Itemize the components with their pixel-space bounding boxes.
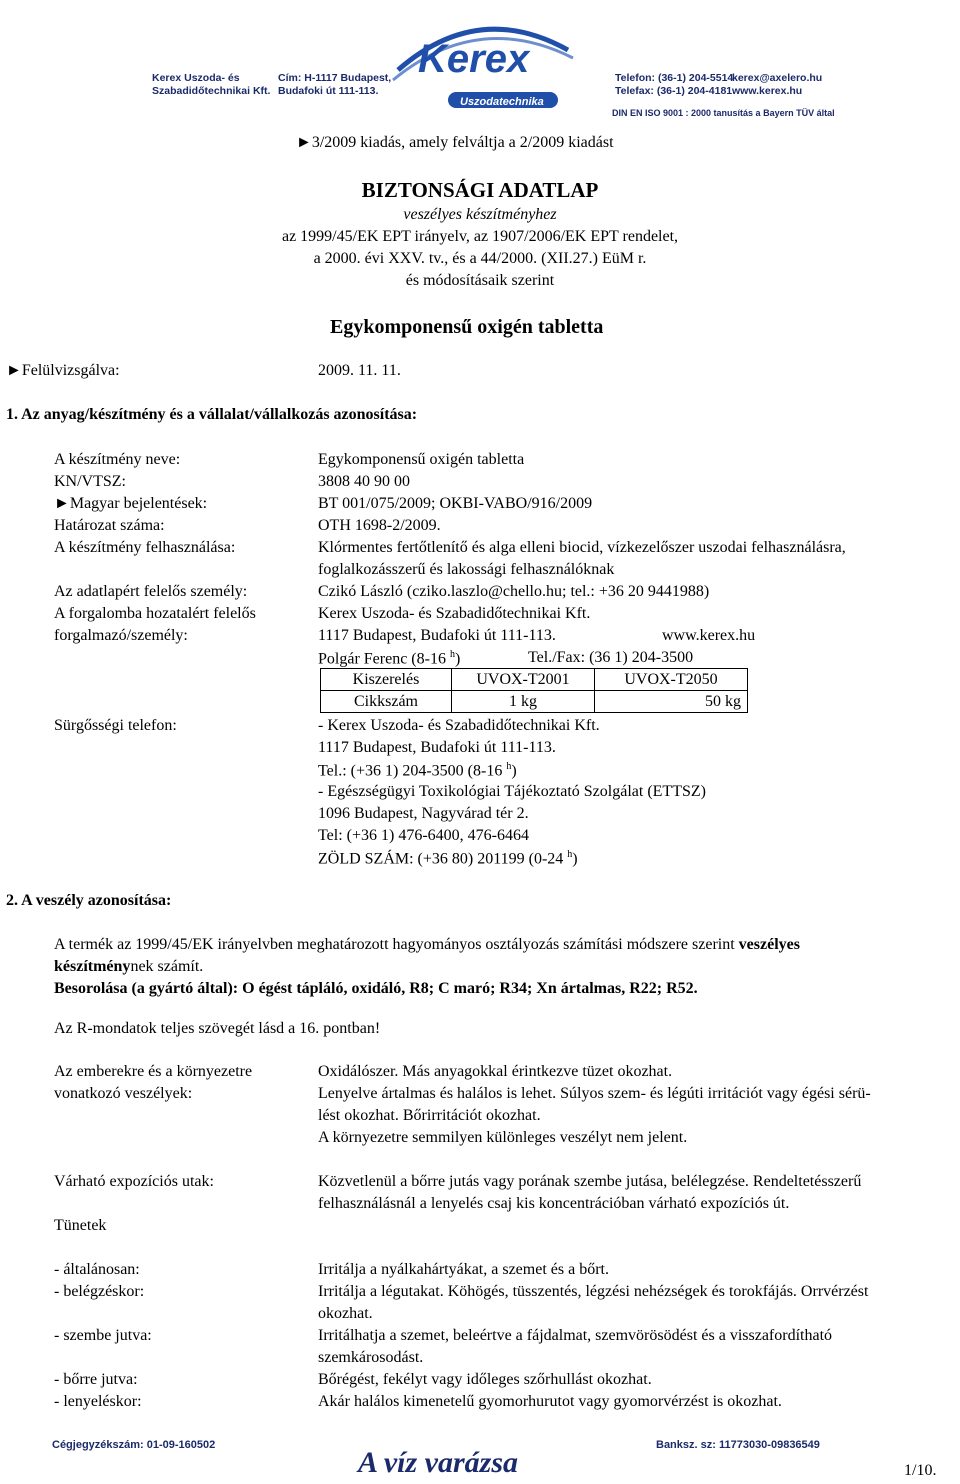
exposure-label: Várható expozíciós utak: — [54, 1173, 214, 1190]
distributor-label-1: A forgalomba hozatalért felelős — [54, 605, 256, 622]
inhalation-value-2: okozhat. — [318, 1305, 373, 1322]
emergency-line: - Egészségügyi Toxikológiai Tájékoztató Szolgálat (ETTSZ) — [318, 783, 706, 800]
company-contact: kerex@axelero.hu www.kerex.hu — [732, 72, 823, 97]
legal-basis-2: a 2000. évi XXV. tv., és a 44/2000. (XII.27.) EüM r. — [313, 250, 647, 267]
legal-basis-1: az 1999/45/EK EPT irányelv, az 1907/2006/EK EPT rendelet, — [281, 228, 679, 245]
hazard-line: A környezetre semmilyen különleges veszélyt nem jelent. — [318, 1129, 688, 1146]
company-name: Kerex Uszoda- és Szabadidőtechnikai Kft. — [152, 72, 271, 97]
emergency-line: Tel.: (+36 1) 204-3500 (8-16 $^h$) — [318, 761, 517, 780]
symptoms-label: Tünetek — [54, 1217, 107, 1234]
ingestion-label: - lenyeléskor: — [54, 1393, 142, 1410]
table-cell: Kiszerelés — [321, 669, 452, 691]
kn-label: KN/VTSZ: — [54, 473, 126, 490]
distributor-name: Kerex Uszoda- és Szabadidőtechnikai Kft. — [318, 605, 591, 622]
ingestion-value: Akár halálos kimenetelű gyomorhurutot vagy gyomorvérzést is okozhat. — [318, 1393, 782, 1410]
inhalation-value: Irritálja a légutakat. Köhögés, tüsszentés, légzési nehézségek és torokfájás. Orrvérzést — [318, 1283, 869, 1300]
logo-subtitle: Uszodatechnika — [460, 96, 544, 108]
distributor-phone: Tel./Fax: (36 1) 204-3500 — [528, 649, 694, 666]
distributor-website[interactable]: www.kerex.hu — [662, 627, 756, 644]
skin-value: Bőrégést, fekélyt vagy időleges szőrhullást okozhat. — [318, 1371, 652, 1388]
revision-date: 2009. 11. 11. — [318, 362, 401, 379]
company-registration: Cégjegyzékszám: 01-09-160502 — [52, 1439, 216, 1451]
company-address: Cím: H-1117 Budapest, Budafoki út 111-113. — [278, 72, 392, 97]
eye-value: Irritálhatja a szemet, beleértve a fájdalmat, szemvörösödést és a visszafordítható — [318, 1327, 833, 1344]
usage-label: A készítmény felhasználása: — [54, 539, 236, 556]
distributor-label-2: forgalmazó/személy: — [54, 627, 188, 644]
section-2-heading: 2. A veszély azonosítása: — [6, 892, 172, 909]
responsible-value: Czikó László (cziko.laszlo@chello.hu; tel.: +36 20 9441988) — [318, 583, 710, 600]
footer-slogan: A víz varázsa — [358, 1446, 519, 1479]
registration-value: BT 001/075/2009; OKBI-VABO/916/2009 — [318, 495, 593, 512]
distributor-contact-person: Polgár Ferenc (8-16 $^h$) — [318, 649, 461, 668]
page-number: 1/10. — [904, 1462, 937, 1479]
general-value: Irritálja a nyálkahártyákat, a szemet és a bőrt. — [318, 1261, 609, 1278]
bank-account: Banksz. sz: 11773030-09836549 — [656, 1439, 820, 1451]
table-cell: 50 kg — [595, 691, 748, 713]
iso-note: DIN EN ISO 9001 : 2000 tanusítás a Bayern TÜV által — [612, 108, 835, 118]
usage-value-2: foglalkozásszerű és lakossági felhasználóknak — [318, 561, 615, 578]
product-name-label: A készítmény neve: — [54, 451, 181, 468]
classification-paragraph-1: A termék az 1999/45/EK irányelvben meghatározott hagyományos osztályozás számítási módszere szerint veszélyes — [54, 936, 800, 953]
responsible-label: Az adatlapért felelős személy: — [54, 583, 248, 600]
section-1-heading: 1. Az anyag/készítmény és a vállalat/vállalkozás azonosítása: — [6, 406, 418, 423]
r-phrases-note: Az R-mondatok teljes szövegét lásd a 16. pontban! — [54, 1020, 381, 1037]
registration-label: ►Magyar bejelentések: — [54, 495, 208, 512]
hazards-label: Az emberekre és a környezetre vonatkozó veszélyek: — [54, 1063, 253, 1102]
product-title: Egykomponensű oxigén tabletta — [330, 316, 604, 338]
resolution-value: OTH 1698-2/2009. — [318, 517, 441, 534]
kn-value: 3808 40 90 00 — [318, 473, 410, 490]
product-name-value: Egykomponensű oxigén tabletta — [318, 451, 525, 468]
packaging-table — [320, 668, 748, 713]
table-cell: UVOX-T2001 — [452, 669, 595, 691]
emergency-label: Sürgősségi telefon: — [54, 717, 177, 734]
skin-label: - bőrre jutva: — [54, 1371, 138, 1388]
document-subtitle: veszélyes készítményhez — [403, 206, 557, 223]
classification-paragraph-1b: készítménynek számít. — [54, 958, 204, 975]
classification-statement: Besorolása (a gyártó által): O égést tápláló, oxidáló, R8; C maró; R34; Xn ártalmas, R22; R52. — [54, 980, 698, 997]
inhalation-label: - belégzéskor: — [54, 1283, 145, 1300]
table-cell: Cikkszám — [321, 691, 452, 713]
table-cell: UVOX-T2050 — [595, 669, 748, 691]
logo-text: Kerex — [418, 37, 530, 81]
general-label: - általánosan: — [54, 1261, 140, 1278]
emergency-line: - Kerex Uszoda- és Szabadidőtechnikai Kft. — [318, 717, 600, 734]
emergency-line: Tel: (+36 1) 476-6400, 476-6464 — [318, 827, 529, 844]
legal-basis-3: és módosításaik szerint — [405, 272, 555, 289]
kerex-logo — [378, 10, 580, 122]
table-row — [321, 691, 748, 713]
usage-value-1: Klórmentes fertőtlenítő és alga elleni biocid, vízkezelőszer uszodai felhasználásra, — [318, 539, 846, 556]
revision-label: ►Felülvizsgálva: — [6, 362, 120, 379]
edition-note: ►3/2009 kiadás, amely felváltja a 2/2009 kiadást — [296, 134, 614, 151]
hazard-line: lést okozhat. Bőrirritációt okozhat. — [318, 1107, 541, 1124]
eye-label: - szembe jutva: — [54, 1327, 152, 1344]
hazard-line: Oxidálószer. Más anyagokkal érintkezve tüzet okozhat. — [318, 1063, 673, 1080]
table-row — [321, 669, 748, 691]
hazard-line: Lenyelve ártalmas és halálos is lehet. Súlyos szem- és légúti irritációt vagy égési sérü- — [318, 1085, 871, 1102]
emergency-line: 1117 Budapest, Budafoki út 111-113. — [318, 739, 556, 756]
company-phone-fax: Telefon: (36-1) 204-5514 Telefax: (36-1) 204-4181 — [615, 72, 734, 97]
emergency-line: 1096 Budapest, Nagyvárad tér 2. — [318, 805, 529, 822]
exposure-line: Közvetlenül a bőrre jutás vagy porának szembe jutása, belélegzése. Rendeltetésszerű — [318, 1173, 862, 1190]
exposure-line: felhasználásnál a lenyelés csaj kis koncentrációban várható expozíciós út. — [318, 1195, 790, 1212]
distributor-address: 1117 Budapest, Budafoki út 111-113. — [318, 627, 556, 644]
document-title: BIZTONSÁGI ADATLAP — [361, 178, 599, 202]
eye-value-2: szemkárosodást. — [318, 1349, 424, 1366]
emergency-line: ZÖLD SZÁM: (+36 80) 201199 (0-24 $^h$) — [318, 849, 578, 868]
table-cell: 1 kg — [452, 691, 595, 713]
resolution-label: Határozat száma: — [54, 517, 165, 534]
